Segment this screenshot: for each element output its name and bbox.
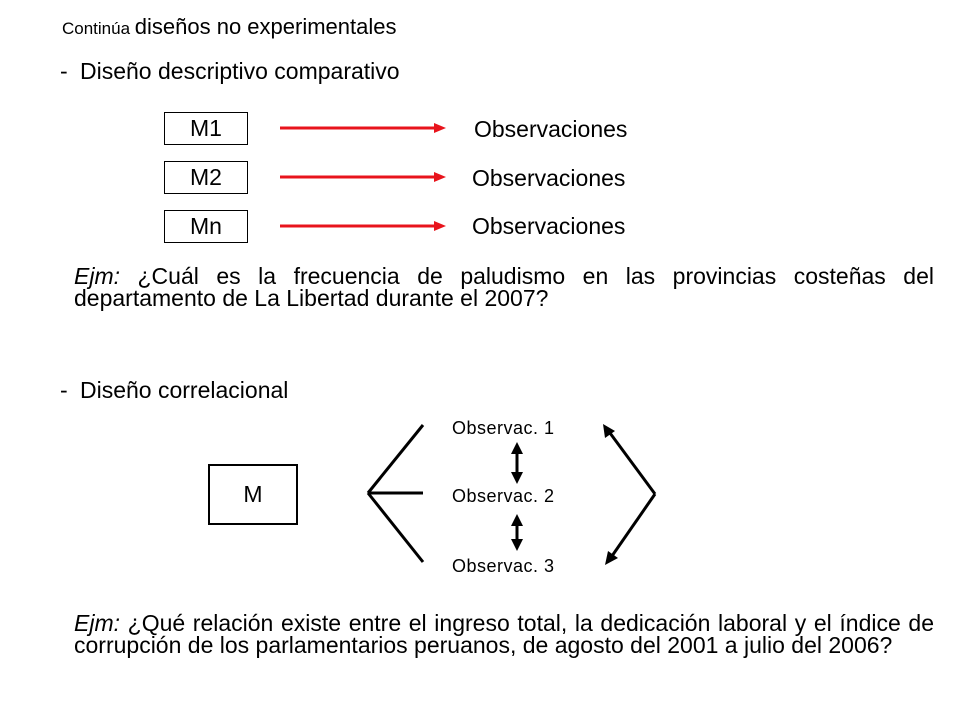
branch-lines [368, 425, 423, 562]
sample-label-m1: M1 [190, 115, 222, 141]
sample-label-m2: M2 [190, 164, 222, 190]
observac-label-2: Observac. 2 [452, 486, 555, 506]
observation-label-2: Observaciones [472, 165, 626, 191]
double-arrow-2-3 [511, 514, 523, 551]
header-prefix: Continúa [62, 19, 135, 38]
correlational-title: Diseño correlacional [80, 377, 289, 403]
sample-label-m: M [243, 481, 263, 507]
double-arrow-1-2 [511, 442, 523, 484]
sample-label-mn: Mn [190, 213, 222, 239]
correlational-dash: - [60, 377, 68, 403]
observation-label-3: Observaciones [472, 213, 626, 239]
observac-label-3: Observac. 3 [452, 556, 555, 576]
correlational-example-text: ¿Qué relación existe entre el ingreso total, la dedicación laboral y el índice de corrupción de los parlamentarios peruanos, de agosto del 2001 a julio del 2006? [74, 610, 934, 658]
header-title: diseños no experimentales [134, 14, 397, 39]
observation-label-1: Observaciones [474, 116, 628, 142]
bracket-arrow-1-3 [603, 424, 655, 565]
correlational-example [74, 612, 934, 656]
correlational-example-label: Ejm: [74, 610, 120, 636]
comparative-dash: - [60, 58, 68, 84]
comparative-title: Diseño descriptivo comparativo [80, 58, 400, 84]
comparative-example-label: Ejm: [74, 263, 120, 289]
observac-label-1: Observac. 1 [452, 418, 555, 438]
comparative-example-text: ¿Cuál es la frecuencia de paludismo en las provincias costeñas del departamento de La Libertad durante el 2007? [74, 263, 934, 311]
